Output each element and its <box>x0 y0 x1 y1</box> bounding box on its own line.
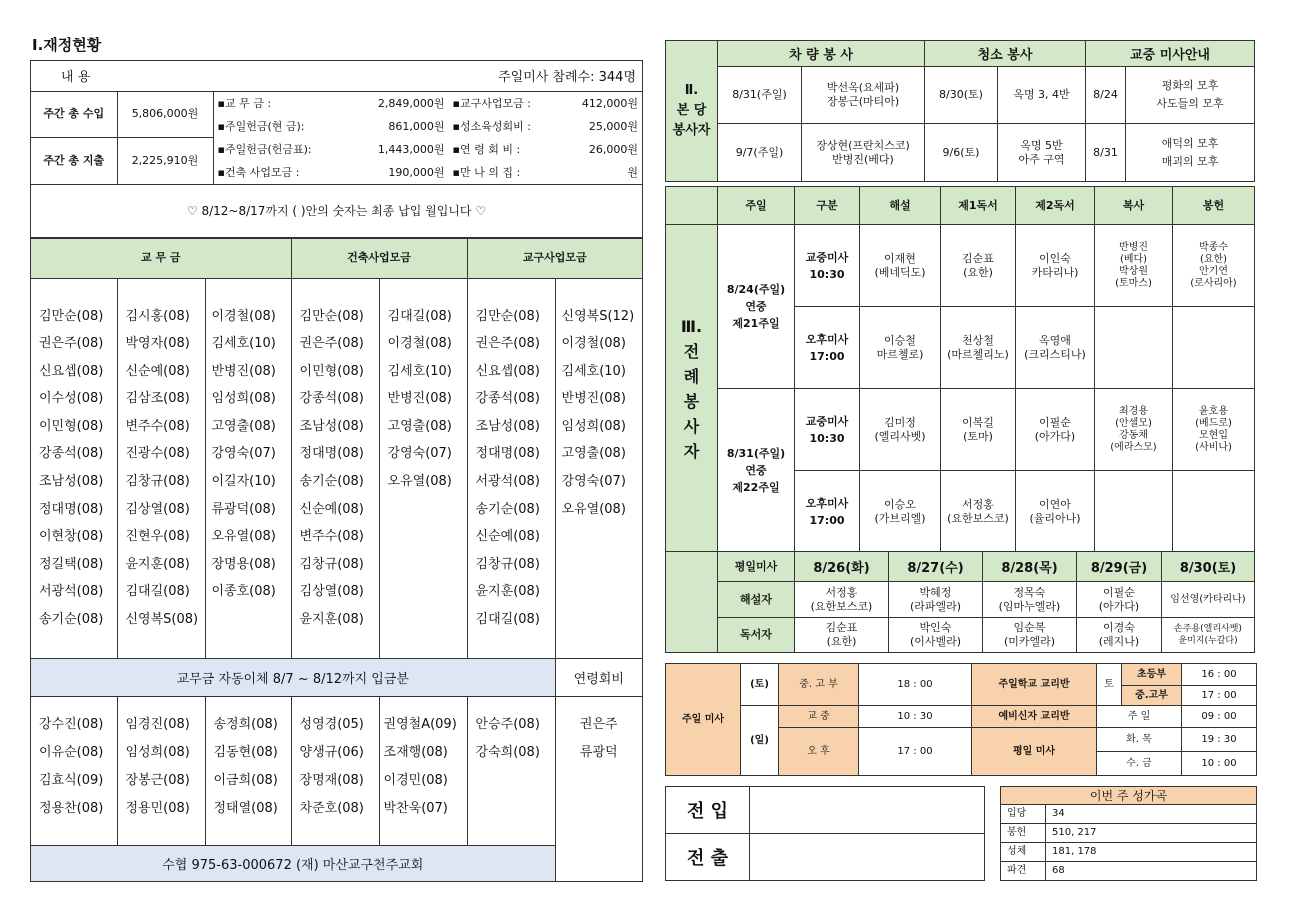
liturgy-volunteers-table <box>665 186 1255 553</box>
list-item: 장명용(08) <box>211 556 276 572</box>
item-a-label: ▪건축 사업모금 : <box>217 165 300 179</box>
list-item: 윤지훈(08) <box>299 612 364 628</box>
list-item: 송기순(08) <box>299 474 364 490</box>
tue-thu-label: 화. 목 <box>1097 728 1182 752</box>
weekday-reader: 이경숙 (레지나) <box>1077 618 1162 653</box>
list-item: 김시홍(08) <box>125 308 190 324</box>
list-item: 권은주(08) <box>475 336 540 352</box>
weekday-reader: 손주용(엘리사벳) 윤미지(누갈다) <box>1162 618 1255 653</box>
names-col3 <box>205 278 291 658</box>
header-commentator: 해설 <box>860 187 941 225</box>
hymn-label: 파견 <box>1001 862 1046 881</box>
vehicle-names: 장상현(프란치스코) 반병진(베다) <box>802 124 925 182</box>
server: 최경용 (안셀모) 강동채 (에라스모) <box>1095 389 1173 471</box>
list-item: 정대명(08) <box>39 501 104 517</box>
time-09: 09 : 00 <box>1182 706 1257 728</box>
hymns-table <box>1000 786 1257 881</box>
list-item: 변주수(08) <box>299 529 364 545</box>
parish-volunteers-table <box>665 40 1255 182</box>
header-reading2: 제2독서 <box>1016 187 1095 225</box>
list-item: 김만순(08) <box>299 308 364 324</box>
list-item: 진광수(08) <box>125 446 190 462</box>
list-item: 조재행(08) <box>383 744 448 760</box>
auto-col1 <box>31 696 117 845</box>
mass-type: 오후미사 17:00 <box>795 471 860 553</box>
names-col2 <box>117 278 205 658</box>
list-item: 이민형(08) <box>39 418 104 434</box>
list-item: 이종호(08) <box>211 584 276 600</box>
list-item: 고영출(08) <box>561 446 626 462</box>
transfer-out-label: 전 출 <box>666 834 750 881</box>
expense-value: 2,225,910원 <box>117 138 213 185</box>
list-item: 강종석(08) <box>299 391 364 407</box>
col-header-gyomugeum: 교 무 금 <box>31 238 291 278</box>
commentator: 이재현 (베네딕도) <box>860 225 941 307</box>
income-label: 주간 총 수입 <box>31 91 117 138</box>
commentator-label: 해설자 <box>718 582 795 618</box>
header-sunday: 주일 <box>718 187 795 225</box>
item-a-value: 861,000원 <box>388 119 445 133</box>
list-item: 강종석(08) <box>475 391 540 407</box>
sunday-label: (일) <box>741 706 779 776</box>
item-b-label: ▪교구사업모금 : <box>452 96 531 110</box>
weekday-date: 8/27(수) <box>889 552 983 582</box>
mass-type: 교중미사 10:30 <box>795 225 860 307</box>
item-b-label: ▪성소육성회비 : <box>452 119 531 133</box>
mass-schedule-table <box>665 663 1257 776</box>
weekday-commentator: 정목숙 (임마누엘라) <box>983 582 1077 618</box>
names-col5 <box>379 278 467 658</box>
item-b-label: ▪만 나 의 집 : <box>452 165 521 179</box>
list-item: 권은주(08) <box>39 336 104 352</box>
list-item: 반병진(08) <box>561 391 626 407</box>
list-item: 박영자(08) <box>125 336 190 352</box>
commentator: 김미정 (엘리사벳) <box>860 389 941 471</box>
list-item: 반병진(08) <box>211 363 276 379</box>
list-item: 송기순(08) <box>475 501 540 517</box>
cleaning-date: 8/30(토) <box>925 67 998 124</box>
list-item: 김대길(08) <box>475 612 540 628</box>
donor-names-table <box>31 238 642 882</box>
item-b-value: 412,000원 <box>581 96 638 110</box>
auto-transfer-label: 교무금 자동이체 8/7 ~ 8/12까지 입금분 <box>31 658 555 696</box>
time-1930: 19 : 30 <box>1182 728 1257 752</box>
list-item: 정용민(08) <box>125 800 190 816</box>
list-item: 강수진(08) <box>39 716 104 732</box>
reading1: 서정홍 (요한보스코) <box>941 471 1016 553</box>
names-col6 <box>467 278 555 658</box>
list-item: 김만순(08) <box>39 308 104 324</box>
list-item: 박찬욱(07) <box>383 800 448 816</box>
list-item: 김대길(08) <box>125 584 190 600</box>
list-item: 윤지훈(08) <box>125 556 190 572</box>
middle-high-label2: 중.고부 <box>1122 686 1182 706</box>
weekday-reader: 임순복 (미카엘라) <box>983 618 1077 653</box>
list-item: 정대명(08) <box>475 446 540 462</box>
hymn-value: 181, 178 <box>1046 843 1257 862</box>
elementary-label: 초등부 <box>1122 664 1182 686</box>
header-reading1: 제1독서 <box>941 187 1016 225</box>
list-item: 오유열(08) <box>211 529 276 545</box>
reading1: 이복길 (토마) <box>941 389 1016 471</box>
item-a-value: 2,849,000원 <box>377 96 445 110</box>
list-item: 김세호(10) <box>561 363 626 379</box>
auto-col4 <box>291 696 379 845</box>
item-a-label: ▪교 무 금 : <box>217 96 272 110</box>
list-item: 고영출(08) <box>387 418 452 434</box>
list-item: 정용찬(08) <box>39 800 104 816</box>
list-item: 장봉근(08) <box>125 772 190 788</box>
item-b-value: 25,000원 <box>588 119 638 133</box>
list-item: 권은주(08) <box>299 336 364 352</box>
list-item: 안승주(08) <box>475 716 540 732</box>
list-item: 신영복S(08) <box>125 612 199 628</box>
list-item: 이현창(08) <box>39 529 104 545</box>
list-item: 임성희(08) <box>211 391 276 407</box>
item-a-label: ▪주일헌금(현 금): <box>217 119 305 133</box>
item-a-value: 190,000원 <box>388 165 445 179</box>
section1-title: Ⅰ.재정현황 <box>32 36 102 54</box>
list-item: 이유순(08) <box>39 744 104 760</box>
list-item: 고영출(08) <box>211 418 276 434</box>
list-item: 신순예(08) <box>125 363 190 379</box>
section2-label: Ⅱ. 본 당 봉사자 <box>666 41 718 182</box>
bank-account: 수협 975-63-000672 (재) 마산교구천주교회 <box>31 845 555 881</box>
weekday-commentator: 박혜정 (라파엘라) <box>889 582 983 618</box>
list-item: 임경진(08) <box>125 716 190 732</box>
reading2: 옥영애 (크리스티나) <box>1016 307 1095 389</box>
list-item: 신순예(08) <box>475 529 540 545</box>
weekday-date: 8/30(토) <box>1162 552 1255 582</box>
list-item: 권은주 <box>579 716 618 732</box>
list-item: 강숙희(08) <box>475 744 540 760</box>
notice: ♡ 8/12~8/17까지 ( )안의 숫자는 최종 납입 월입니다 ♡ <box>31 184 642 237</box>
list-item: 정태열(08) <box>213 800 278 816</box>
server <box>1095 471 1173 553</box>
mass-guide-date: 8/24 <box>1086 67 1126 124</box>
time-18: 18 : 00 <box>859 664 972 706</box>
auto-col3 <box>205 696 291 845</box>
reading2: 이연아 (율리아나) <box>1016 471 1095 553</box>
weekday-date: 8/26(화) <box>795 552 889 582</box>
list-item: 서광석(08) <box>39 584 104 600</box>
list-item: 진현우(08) <box>125 529 190 545</box>
list-item: 김창규(08) <box>475 556 540 572</box>
list-item: 김삼조(08) <box>125 391 190 407</box>
time-1030: 10 : 30 <box>859 706 972 728</box>
middle-high-label: 중. 고 부 <box>779 664 859 706</box>
header-type: 구분 <box>795 187 860 225</box>
transfer-in-value <box>750 787 985 834</box>
offering: 박종수 (요한) 안기연 (로사리아) <box>1173 225 1255 307</box>
list-item: 이민형(08) <box>299 363 364 379</box>
list-item: 김동현(08) <box>213 744 278 760</box>
auto-col5 <box>379 696 467 845</box>
list-item: 김만순(08) <box>475 308 540 324</box>
time-16: 16 : 00 <box>1182 664 1257 686</box>
list-item: 오유열(08) <box>387 474 452 490</box>
mass-type: 교중미사 10:30 <box>795 389 860 471</box>
mass-type: 오후미사 17:00 <box>795 307 860 389</box>
list-item: 강영숙(07) <box>211 446 276 462</box>
offering <box>1173 471 1255 553</box>
offering <box>1173 307 1255 389</box>
content-header: 내 용 <box>61 70 91 86</box>
weekday-date: 8/29(금) <box>1077 552 1162 582</box>
income-value: 5,806,000원 <box>117 91 213 138</box>
list-item: 강종석(08) <box>39 446 104 462</box>
catechumen-label: 예비신자 교리반 <box>972 706 1097 728</box>
list-item: 조남성(08) <box>475 418 540 434</box>
list-item: 차준호(08) <box>299 800 364 816</box>
list-item: 윤지훈(08) <box>475 584 540 600</box>
reading2: 이인숙 카타리나) <box>1016 225 1095 307</box>
list-item: 신순예(08) <box>299 501 364 517</box>
list-item: 류광덕(08) <box>211 501 276 517</box>
list-item: 송기순(08) <box>39 612 104 628</box>
list-item: 정길택(08) <box>39 556 104 572</box>
weekday-label: 평일미사 <box>718 552 795 582</box>
auto-col6 <box>467 696 555 845</box>
vehicle-header: 차 량 봉 사 <box>718 41 925 67</box>
finance-summary-table <box>31 61 642 238</box>
list-item: 반병진(08) <box>387 391 452 407</box>
cleaning-date: 9/6(토) <box>925 124 998 182</box>
finance-panel <box>30 60 643 882</box>
list-item: 신요셉(08) <box>39 363 104 379</box>
hymn-value: 510, 217 <box>1046 824 1257 843</box>
offering: 윤호용 (베드로) 모현입 (사비나) <box>1173 389 1255 471</box>
hymn-label: 봉헌 <box>1001 824 1046 843</box>
commentator: 이승오 (가브리엘) <box>860 471 941 553</box>
items-b <box>449 92 643 184</box>
condolence-fee-label: 연령회비 <box>555 658 642 696</box>
names-col7 <box>555 278 642 658</box>
transfer-in-label: 전 입 <box>666 787 750 834</box>
hymn-value: 68 <box>1046 862 1257 881</box>
weekday-mass-table <box>665 551 1255 653</box>
list-item: 이금희(08) <box>213 772 278 788</box>
list-item: 조남성(08) <box>39 474 104 490</box>
header-offering: 봉헌 <box>1173 187 1255 225</box>
vehicle-date: 9/7(주일) <box>718 124 802 182</box>
list-item: 송정희(08) <box>213 716 278 732</box>
list-item: 김상열(08) <box>299 584 364 600</box>
cleaning-header: 청소 봉사 <box>925 41 1086 67</box>
expense-label: 주간 총 지출 <box>31 138 117 185</box>
time-10: 10 : 00 <box>1182 752 1257 776</box>
col-header-building: 건축사업모금 <box>291 238 467 278</box>
weekday-mass-label: 평일 미사 <box>972 728 1097 776</box>
header-server: 복사 <box>1095 187 1173 225</box>
time-17: 17 : 00 <box>859 728 972 776</box>
list-item: 이수성(08) <box>39 391 104 407</box>
weekday-commentator: 이필순 (아가다) <box>1077 582 1162 618</box>
attendance-count: 주일미사 참례수: 344명 <box>498 70 636 86</box>
col-header-diocese: 교구사업모금 <box>467 238 642 278</box>
list-item: 김창규(08) <box>125 474 190 490</box>
list-item: 신영복S(12) <box>561 308 635 324</box>
list-item: 류광덕 <box>579 744 618 760</box>
reading1: 천상철 (마르첼리노) <box>941 307 1016 389</box>
time-17b: 17 : 00 <box>1182 686 1257 706</box>
weekday-date: 8/28(목) <box>983 552 1077 582</box>
hymn-label: 입당 <box>1001 805 1046 824</box>
sunday-mass-label: 주일 미사 <box>666 664 741 776</box>
list-item: 이경철(08) <box>561 336 626 352</box>
server <box>1095 307 1173 389</box>
list-item: 양생규(06) <box>299 744 364 760</box>
mass-guide-header: 교중 미사안내 <box>1086 41 1255 67</box>
auto-col7 <box>555 696 642 881</box>
mass-guide-desc: 애덕의 모후 매괴의 모후 <box>1126 124 1255 182</box>
sunday-day-label: 주 일 <box>1097 706 1182 728</box>
list-item: 임성희(08) <box>125 744 190 760</box>
names-col1 <box>31 278 117 658</box>
section3-label: Ⅲ. 전 례 봉 사 자 <box>666 225 718 553</box>
list-item: 이경철(08) <box>387 336 452 352</box>
item-b-value: 26,000원 <box>588 142 638 156</box>
list-item: 신요셉(08) <box>475 363 540 379</box>
reading1: 김순표 (요한) <box>941 225 1016 307</box>
list-item: 강영숙(07) <box>387 446 452 462</box>
sunday-school-label: 주일학교 교리반 <box>972 664 1097 706</box>
mass-guide-desc: 평화의 모후 사도들의 모후 <box>1126 67 1255 124</box>
list-item: 이경민(08) <box>383 772 448 788</box>
list-item: 김대길(08) <box>387 308 452 324</box>
list-item: 서광석(08) <box>475 474 540 490</box>
reading2: 이필순 (아가다) <box>1016 389 1095 471</box>
hymns-title: 이번 주 성가곡 <box>1001 787 1257 805</box>
saturday-short: 토 <box>1097 664 1122 706</box>
weekday-reader: 박인숙 (이사벨라) <box>889 618 983 653</box>
list-item: 김세호(10) <box>211 336 276 352</box>
item-a-label: ▪주일헌금(헌금표): <box>217 142 312 156</box>
list-item: 임성희(08) <box>561 418 626 434</box>
transfer-table <box>665 786 985 881</box>
item-b-label: ▪연 령 회 비 : <box>452 142 521 156</box>
saturday-label: (토) <box>741 664 779 706</box>
list-item: 김상열(08) <box>125 501 190 517</box>
weekday-commentator: 서정홍 (요한보스코) <box>795 582 889 618</box>
list-item: 변주수(08) <box>125 418 190 434</box>
list-item: 조남성(08) <box>299 418 364 434</box>
sunday-label: 8/24(주일) 연중 제21주일 <box>718 225 795 389</box>
vehicle-date: 8/31(주일) <box>718 67 802 124</box>
list-item: 권영철A(09) <box>383 716 457 732</box>
list-item: 강영숙(07) <box>561 474 626 490</box>
wed-fri-label: 수. 금 <box>1097 752 1182 776</box>
sunday-label: 8/31(주일) 연중 제22주일 <box>718 389 795 553</box>
mass-guide-date: 8/31 <box>1086 124 1126 182</box>
cleaning-area: 옥명 3, 4반 <box>998 67 1086 124</box>
transfer-out-value <box>750 834 985 881</box>
item-b-value: 원 <box>627 165 638 179</box>
afternoon-mass-label: 오 후 <box>779 728 859 776</box>
cleaning-area: 옥명 5반 아주 구역 <box>998 124 1086 182</box>
list-item: 성영경(05) <box>299 716 364 732</box>
item-a-value: 1,443,000원 <box>377 142 445 156</box>
list-item: 김효식(09) <box>39 772 104 788</box>
hymn-value: 34 <box>1046 805 1257 824</box>
reader-label: 독서자 <box>718 618 795 653</box>
weekday-reader: 김순표 (요한) <box>795 618 889 653</box>
auto-col2 <box>117 696 205 845</box>
list-item: 김창규(08) <box>299 556 364 572</box>
commentator: 이승철 마르첼로) <box>860 307 941 389</box>
items-a <box>214 92 449 184</box>
names-col4 <box>291 278 379 658</box>
main-mass-label: 교 중 <box>779 706 859 728</box>
list-item: 김세호(10) <box>387 363 452 379</box>
list-item: 정대명(08) <box>299 446 364 462</box>
weekday-commentator: 임선영(카타리나) <box>1162 582 1255 618</box>
list-item: 장명재(08) <box>299 772 364 788</box>
list-item: 이경철(08) <box>211 308 276 324</box>
list-item: 이길자(10) <box>211 474 276 490</box>
server: 반병진 (베다) 박상원 (토마스) <box>1095 225 1173 307</box>
list-item: 오유열(08) <box>561 501 626 517</box>
hymn-label: 성체 <box>1001 843 1046 862</box>
vehicle-names: 박선옥(요세파) 장봉근(마티아) <box>802 67 925 124</box>
